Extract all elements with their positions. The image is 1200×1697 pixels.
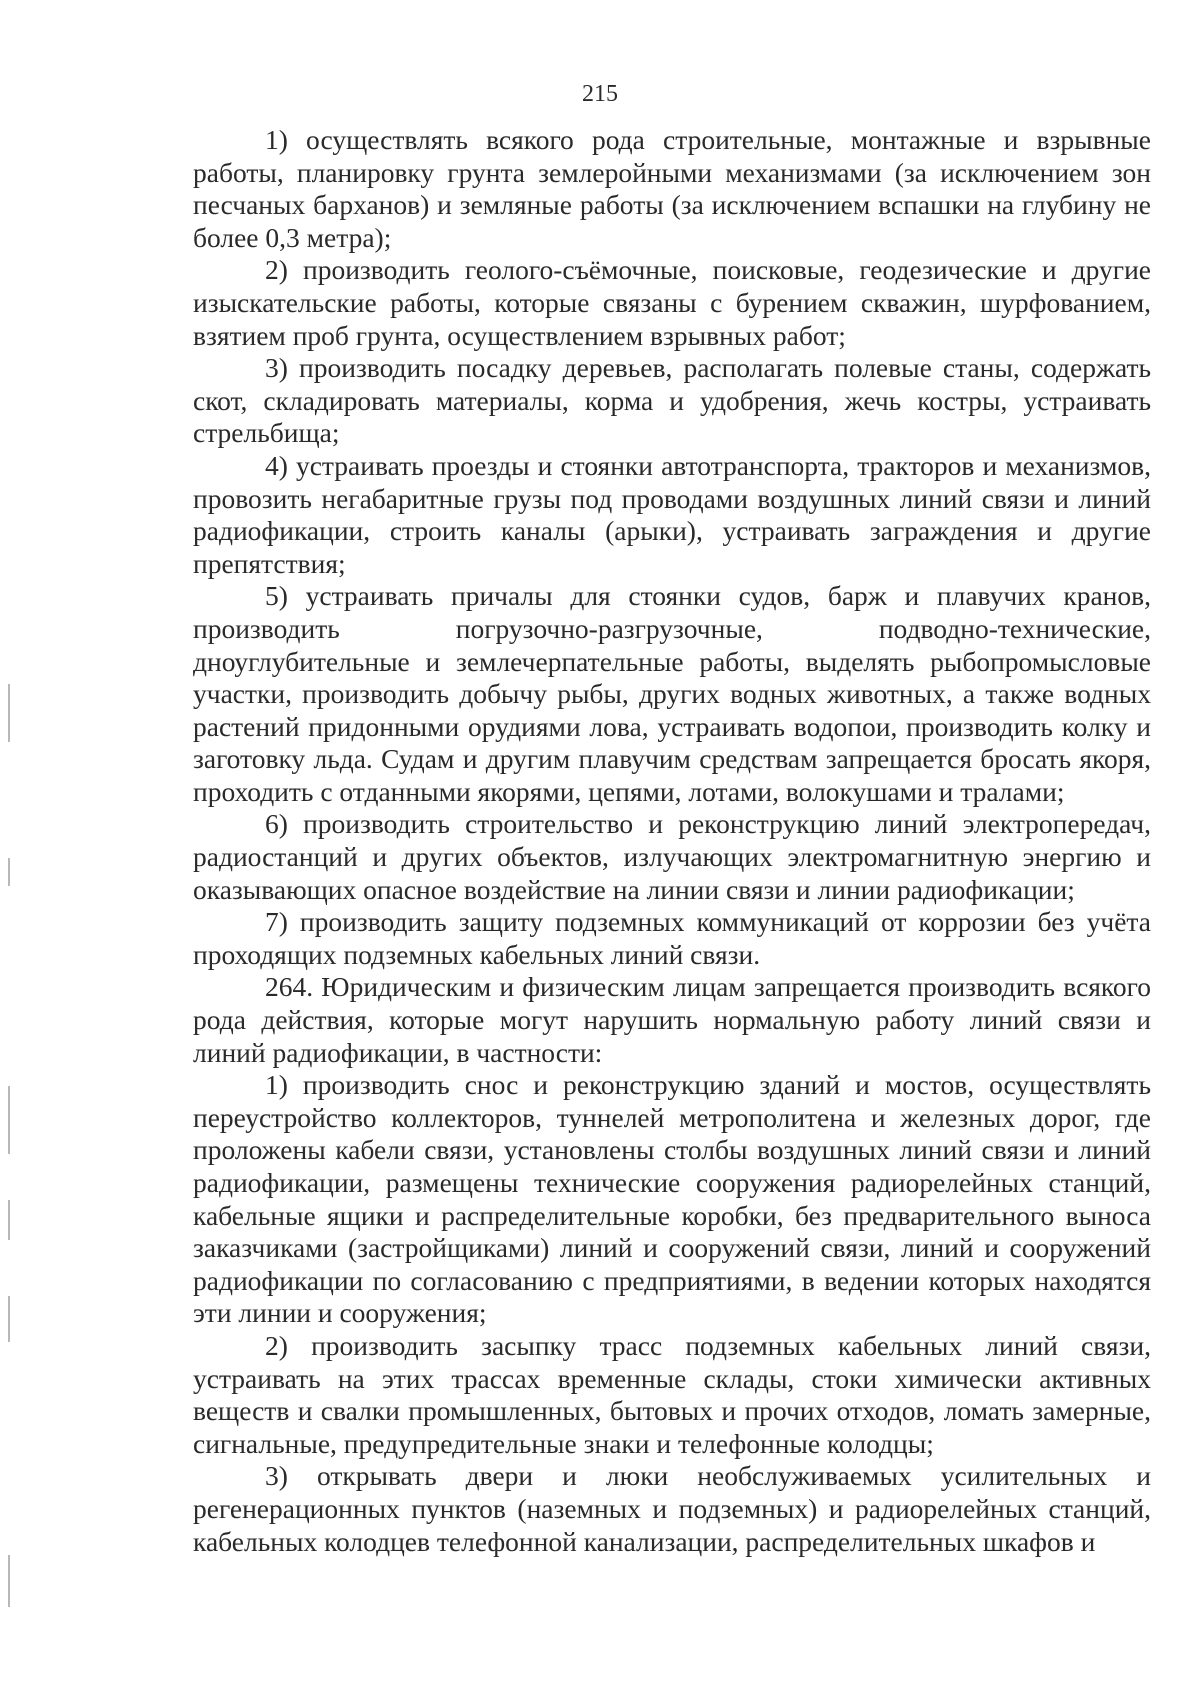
scan-edge-mark (8, 1200, 10, 1240)
paragraph-264-item-1: 1) производить снос и реконструкцию зданий и мостов, осуществлять переустройство коллекторов, туннелей метрополитена и железных дорог, где проложены кабели связи, установлены столбы воздушных линий связи и линий радиофикации, размещены технические сооружения радиорелейных станций, кабельные ящики и распределительные коробки, без предварительного выноса заказчиками (застройщиками) линий и сооружений связи, линий и сооружений радиофикации по согласованию с предприятиями, в ведении которых находятся эти линии и сооружения; (193, 1069, 1151, 1329)
paragraph-item-7: 7) производить защиту подземных коммуникаций от коррозии без учёта проходящих подземных кабельных линий связи. (193, 906, 1151, 970)
page-number: 215 (582, 81, 618, 107)
scan-edge-mark (8, 1555, 10, 1607)
paragraph-item-6: 6) производить строительство и реконструкцию линий электропередач, радиостанций и других объектов, излучающих электромагнитную энергию и оказывающих опасное воздействие на линии связи и линии радиофикации; (193, 808, 1151, 905)
paragraph-clause-264: 264. Юридическим и физическим лицам запрещается производить всякого рода действия, которые могут нарушить нормальную работу линий связи и линий радиофикации, в частности: (193, 971, 1151, 1068)
scan-edge-mark (8, 1086, 10, 1154)
scan-edge-mark (8, 858, 10, 886)
paragraph-item-2: 2) производить геолого-съёмочные, поисковые, геодезические и другие изыскательские работы, которые связаны с бурением скважин, шурфованием, взятием проб грунта, осуществлением взрывных работ; (193, 254, 1151, 351)
paragraph-264-item-2: 2) производить засыпку трасс подземных кабельных линий связи, устраивать на этих трассах временные склады, стоки химически активных веществ и свалки промышленных, бытовых и прочих отходов, ломать замерные, сигнальные, предупредительные знаки и телефонные колодцы; (193, 1329, 1151, 1459)
paragraph-item-5: 5) устраивать причалы для стоянки судов, барж и плавучих кранов, производить погрузочно-разгрузочные, подводно-технические, дноуглубительные и землечерпательные работы, выделять рыбопромысловые участки, производить добычу рыбы, других водных животных, а также водных растений придонными орудиями лова, устраивать водопои, производить колку и заготовку льда. Судам и другим плавучим средствам запрещается бросать якоря, проходить с отданными якорями, цепями, лотами, волокушами и тралами; (193, 580, 1151, 807)
scan-edge-mark (8, 1296, 10, 1342)
paragraph-item-1: 1) осуществлять всякого рода строительные, монтажные и взрывные работы, планировку грунта землеройными механизмами (за исключением зон песчаных барханов) и земляные работы (за исключением вспашки на глубину не более 0,3 метра); (193, 124, 1151, 253)
paragraph-item-3: 3) производить посадку деревьев, располагать полевые станы, содержать скот, складировать материалы, корма и удобрения, жечь костры, устраивать стрельбища; (193, 352, 1151, 449)
paragraph-264-item-3: 3) открывать двери и люки необслуживаемых усилительных и регенерационных пунктов (наземных и подземных) и радиорелейных станций, кабельных колодцев телефонной канализации, распределительных шкафов и (193, 1460, 1151, 1557)
paragraph-item-4: 4) устраивать проезды и стоянки автотранспорта, тракторов и механизмов, провозить негабаритные грузы под проводами воздушных линий связи и линий радиофикации, строить каналы (арыки), устраивать заграждения и другие препятствия; (193, 449, 1151, 579)
scan-edge-mark (8, 684, 10, 742)
document-body (193, 124, 1151, 1558)
